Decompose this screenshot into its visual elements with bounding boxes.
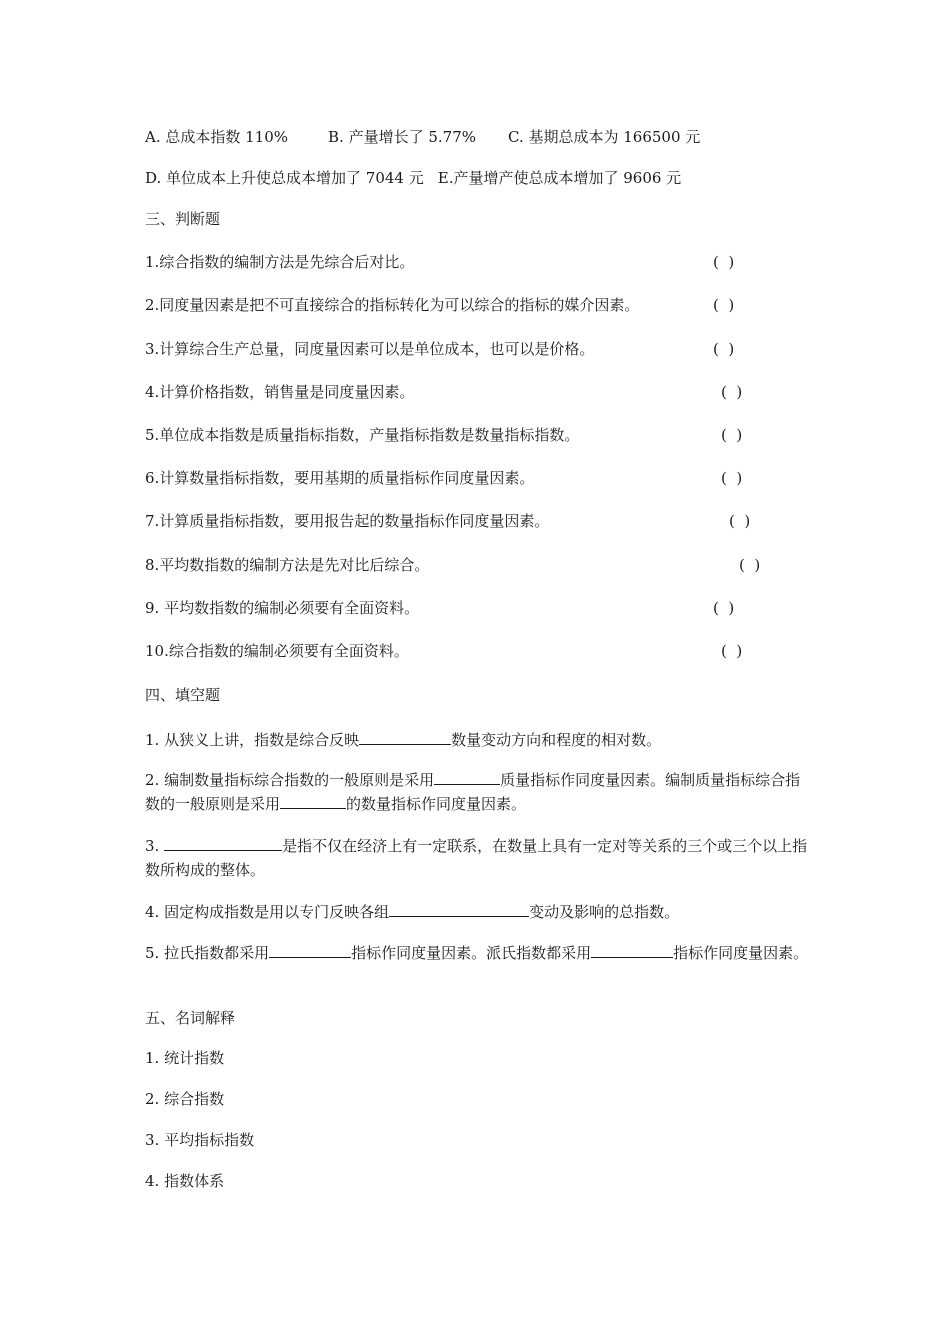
term-item: 4. 指数体系 bbox=[145, 1172, 225, 1190]
judgment-text: 7.计算质量指标指数，要用报告起的数量指标作同度量因素。 bbox=[145, 512, 550, 530]
judgment-text: 6.计算数量指标指数，要用基期的质量指标作同度量因素。 bbox=[145, 469, 535, 487]
section-3-title: 三、判断题 bbox=[145, 210, 221, 228]
judgment-text: 1.综合指数的编制方法是先综合后对比。 bbox=[145, 253, 415, 271]
answer-blank[interactable] bbox=[389, 901, 529, 917]
judgment-item bbox=[145, 382, 815, 402]
judgment-text: 4.计算价格指数，销售量是同度量因素。 bbox=[145, 383, 415, 401]
option-a: A. 总成本指数 110% bbox=[145, 128, 289, 146]
fill-blank-3: 3. 是指不仅在经济上有一定联系，在数量上具有一定对等关系的三个或三个以上指数所构成的整体。 bbox=[145, 837, 808, 879]
judgment-item bbox=[145, 511, 815, 531]
answer-paren: ( ) bbox=[713, 340, 735, 358]
judgment-item bbox=[145, 555, 815, 575]
term-item: 3. 平均指标指数 bbox=[145, 1131, 255, 1149]
option-line-2 bbox=[145, 168, 681, 188]
answer-paren: ( ) bbox=[713, 253, 735, 271]
option-d: D. 单位成本上升使总成本增加了 7044 元 bbox=[145, 169, 424, 187]
fill-blank-2: 2. 编制数量指标综合指数的一般原则是采用 质量指标作同度量因素。编制质量指标综合指数的一般原则是采用 的数量指标作同度量因素。 bbox=[145, 771, 801, 813]
term-item: 2. 综合指数 bbox=[145, 1090, 225, 1108]
judgment-item bbox=[145, 598, 815, 618]
answer-paren: ( ) bbox=[721, 642, 743, 660]
judgment-text: 8.平均数指数的编制方法是先对比后综合。 bbox=[145, 556, 430, 574]
answer-blank[interactable] bbox=[591, 942, 673, 958]
judgment-item bbox=[145, 252, 815, 272]
fill-blank-5: 5. 拉氏指数都采用 指标作同度量因素。派氏指数都采用 指标作同度量因素。 bbox=[145, 944, 809, 962]
answer-blank[interactable] bbox=[434, 769, 500, 785]
answer-blank[interactable] bbox=[280, 793, 346, 809]
answer-paren: ( ) bbox=[721, 383, 743, 401]
term-item: 1. 统计指数 bbox=[145, 1049, 225, 1067]
judgment-item bbox=[145, 295, 815, 315]
option-e: E.产量增产使总成本增加了 9606 元 bbox=[437, 169, 682, 187]
section-5-title: 五、名词解释 bbox=[145, 1009, 236, 1027]
section-4-title: 四、填空题 bbox=[145, 686, 221, 704]
judgment-text: 9. 平均数指数的编制必须要有全面资料。 bbox=[145, 599, 420, 617]
option-b: B. 产量增长了 5.77% bbox=[328, 128, 477, 146]
judgment-text: 10.综合指数的编制必须要有全面资料。 bbox=[145, 642, 409, 660]
judgment-text: 5.单位成本指数是质量指标指数，产量指标指数是数量指标指数。 bbox=[145, 426, 580, 444]
judgment-text: 3.计算综合生产总量，同度量因素可以是单位成本，也可以是价格。 bbox=[145, 340, 595, 358]
option-c: C. 基期总成本为 166500 元 bbox=[508, 128, 701, 146]
fill-blank-4: 4. 固定构成指数是用以专门反映各组 变动及影响的总指数。 bbox=[145, 903, 680, 921]
answer-paren: ( ) bbox=[739, 556, 761, 574]
option-line-1 bbox=[145, 127, 700, 147]
answer-paren: ( ) bbox=[713, 296, 735, 314]
answer-paren: ( ) bbox=[729, 512, 751, 530]
fill-blank-1: 1. 从狭义上讲，指数是综合反映 数量变动方向和程度的相对数。 bbox=[145, 731, 662, 749]
answer-paren: ( ) bbox=[721, 426, 743, 444]
judgment-item bbox=[145, 339, 815, 359]
answer-paren: ( ) bbox=[713, 599, 735, 617]
judgment-item bbox=[145, 425, 815, 445]
answer-blank[interactable] bbox=[269, 942, 351, 958]
answer-blank[interactable] bbox=[359, 729, 451, 745]
judgment-item bbox=[145, 468, 815, 488]
answer-blank[interactable] bbox=[164, 835, 282, 851]
judgment-text: 2.同度量因素是把不可直接综合的指标转化为可以综合的指标的媒介因素。 bbox=[145, 296, 640, 314]
answer-paren: ( ) bbox=[721, 469, 743, 487]
judgment-item bbox=[145, 641, 815, 661]
